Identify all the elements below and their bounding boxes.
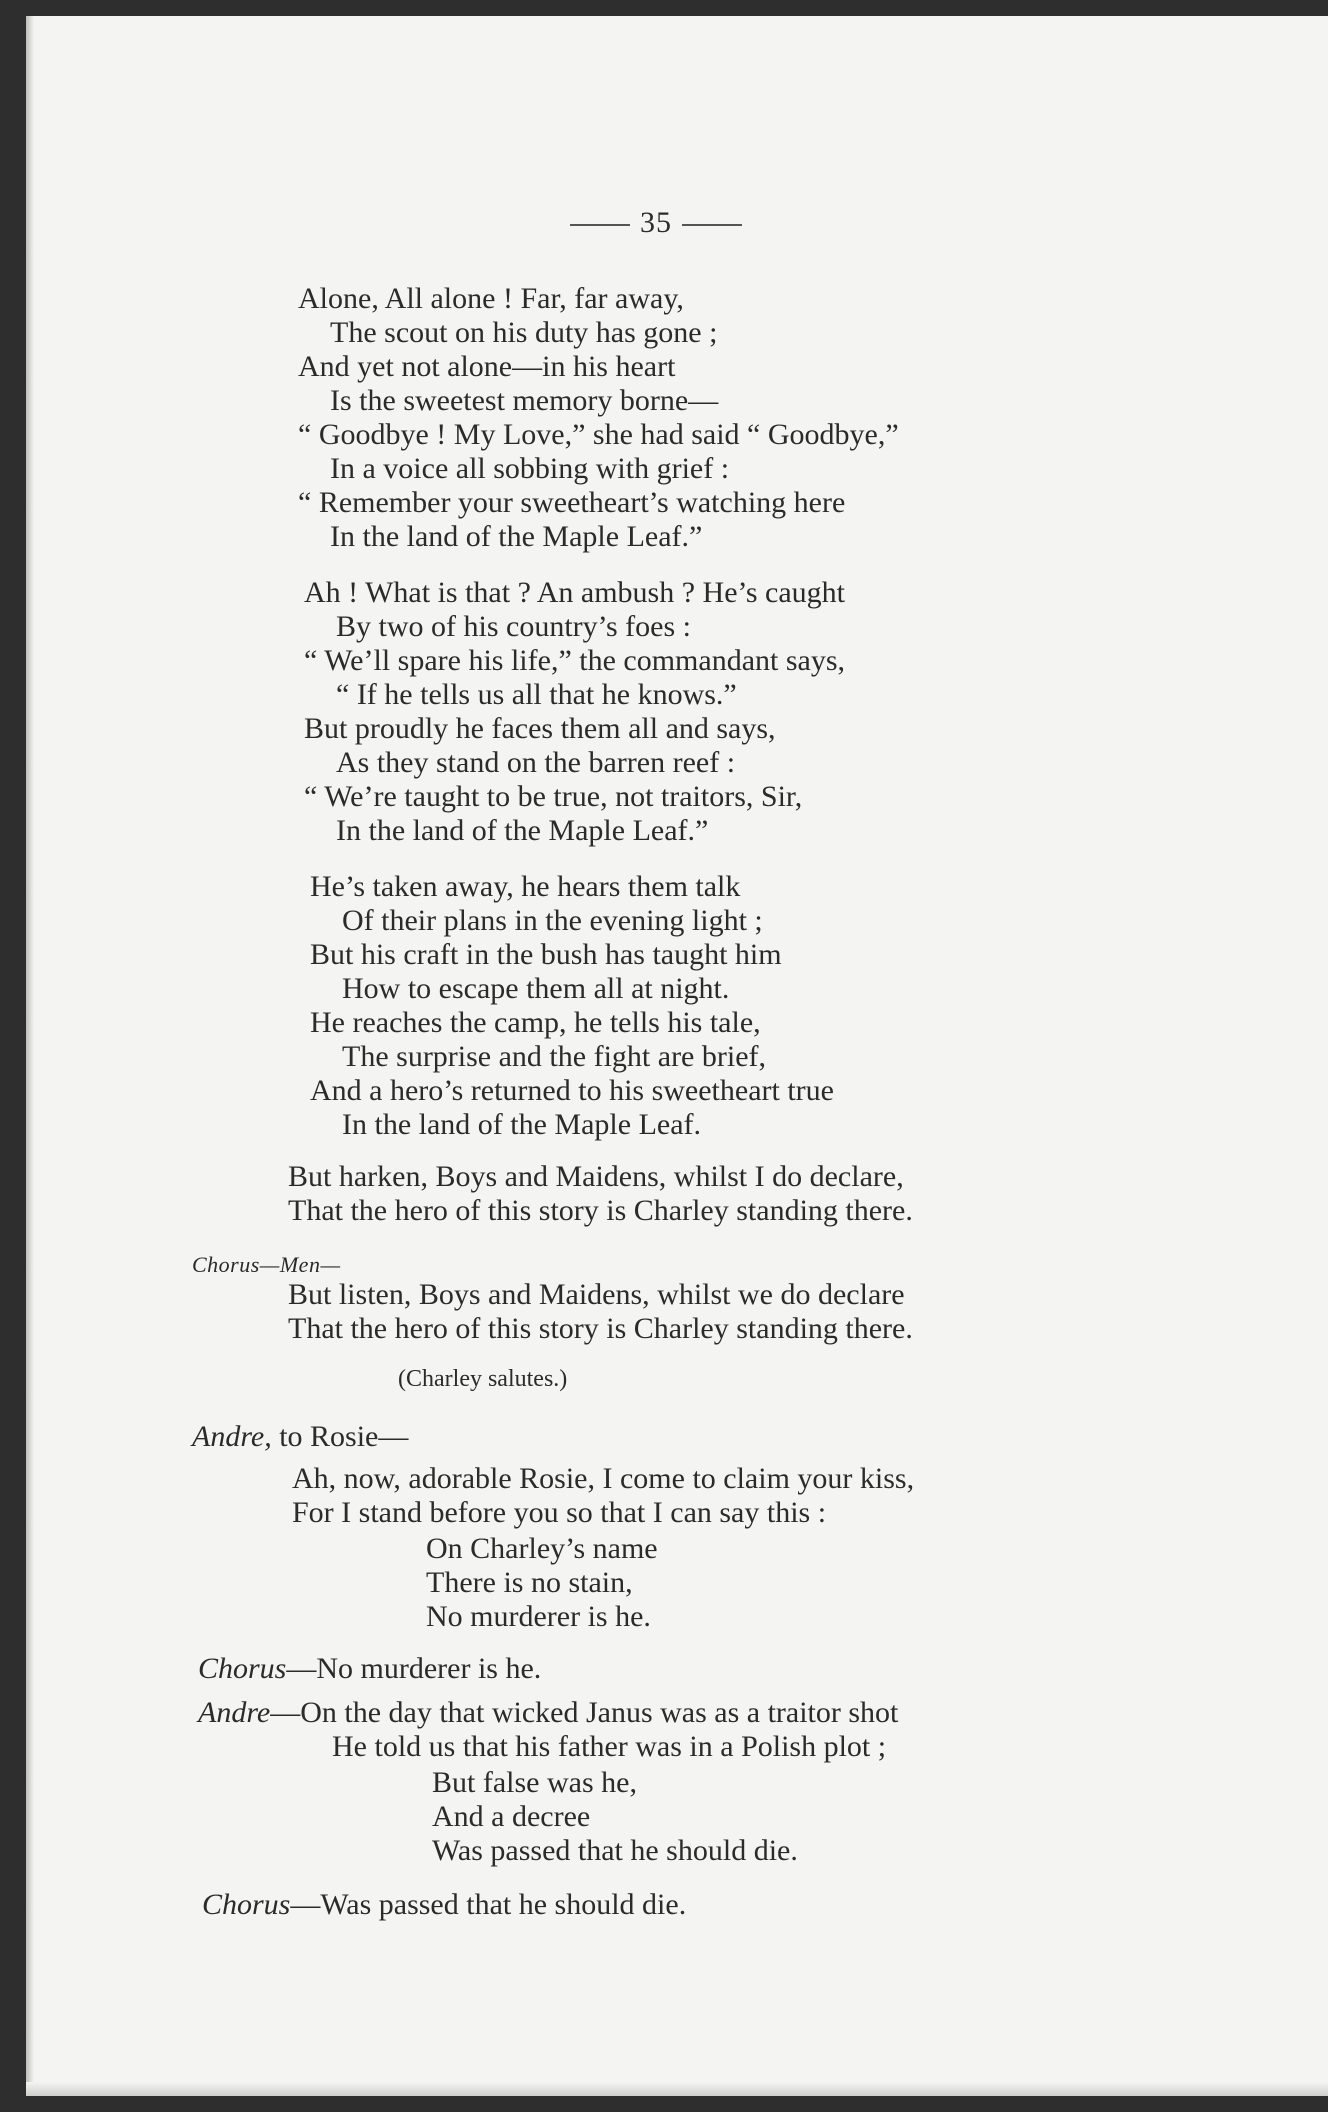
book-page xyxy=(26,16,1328,2096)
verse-line: But his craft in the bush has taught him xyxy=(310,938,782,971)
verse-line: But proudly he faces them all and says, xyxy=(304,712,776,745)
stage-direction: (Charley salutes.) xyxy=(398,1366,568,1392)
speaker-line xyxy=(198,1696,898,1730)
page-number: 35 xyxy=(556,206,756,240)
verse-line: The scout on his duty has gone ; xyxy=(330,316,718,349)
verse-line: By two of his country’s foes : xyxy=(336,610,691,643)
verse-line: But listen, Boys and Maidens, whilst we do declare xyxy=(288,1278,905,1311)
verse-line: In a voice all sobbing with grief : xyxy=(330,452,730,485)
verse-line: He told us that his father was in a Polish plot ; xyxy=(332,1730,887,1763)
verse-line: “ Goodbye ! My Love,” she had said “ Goodbye,” xyxy=(298,418,899,451)
verse-line: “ If he tells us all that he knows.” xyxy=(336,678,737,711)
verse-line: And yet not alone—in his heart xyxy=(298,350,676,383)
verse-line: Ah, now, adorable Rosie, I come to claim your kiss, xyxy=(292,1462,915,1495)
speaker-name: Andre, xyxy=(192,1420,272,1453)
chorus-line xyxy=(202,1888,686,1922)
verse-line: And a decree xyxy=(432,1800,591,1833)
verse-line: No murderer is he. xyxy=(426,1600,651,1633)
verse-line: For I stand before you so that I can say this : xyxy=(292,1496,827,1529)
dash-left xyxy=(570,224,630,226)
chorus-text: —Was passed that he should die. xyxy=(290,1888,687,1921)
page-bottom-shadow xyxy=(26,2082,1328,2096)
verse-line: Was passed that he should die. xyxy=(432,1834,798,1867)
verse-line: In the land of the Maple Leaf.” xyxy=(336,814,709,847)
verse-line: “ Remember your sweetheart’s watching here xyxy=(298,486,846,519)
verse-line: He reaches the camp, he tells his tale, xyxy=(310,1006,761,1039)
verse-line: That the hero of this story is Charley standing there. xyxy=(288,1194,913,1227)
verse-line: There is no stain, xyxy=(426,1566,633,1599)
verse-line: In the land of the Maple Leaf.” xyxy=(330,520,703,553)
chorus-text: —No murderer is he. xyxy=(286,1652,542,1685)
verse-line: Ah ! What is that ? An ambush ? He’s caught xyxy=(304,576,845,609)
verse-line: He’s taken away, he hears them talk xyxy=(310,870,741,903)
speaker-andre-to-rosie xyxy=(192,1420,408,1454)
verse-line: As they stand on the barren reef : xyxy=(336,746,736,779)
page-edge-shadow xyxy=(26,16,34,2096)
chorus-label: Chorus xyxy=(202,1888,291,1921)
speaker-direction: to Rosie— xyxy=(279,1420,409,1453)
verse-line: On Charley’s name xyxy=(426,1532,658,1565)
chorus-line xyxy=(198,1652,541,1686)
speaker-name: Andre xyxy=(198,1696,271,1729)
speaker-text: —On the day that wicked Janus was as a traitor shot xyxy=(270,1696,899,1729)
verse-line: “ We’re taught to be true, not traitors, Sir, xyxy=(304,780,803,813)
verse-line: That the hero of this story is Charley standing there. xyxy=(288,1312,913,1345)
verse-line: And a hero’s returned to his sweetheart true xyxy=(310,1074,834,1107)
verse-line: How to escape them all at night. xyxy=(342,972,730,1005)
verse-line: But false was he, xyxy=(432,1766,637,1799)
verse-line: The surprise and the fight are brief, xyxy=(342,1040,766,1073)
verse-line: Of their plans in the evening light ; xyxy=(342,904,763,937)
chorus-men-label: Chorus—Men— xyxy=(192,1252,341,1277)
verse-line: “ We’ll spare his life,” the commandant says, xyxy=(304,644,846,677)
verse-line: Alone, All alone ! Far, far away, xyxy=(298,282,684,315)
verse-line: Is the sweetest memory borne— xyxy=(330,384,719,417)
chorus-label: Chorus xyxy=(198,1652,287,1685)
dash-right xyxy=(682,224,742,226)
verse-line: In the land of the Maple Leaf. xyxy=(342,1108,702,1141)
verse-line: But harken, Boys and Maidens, whilst I do declare, xyxy=(288,1160,904,1193)
